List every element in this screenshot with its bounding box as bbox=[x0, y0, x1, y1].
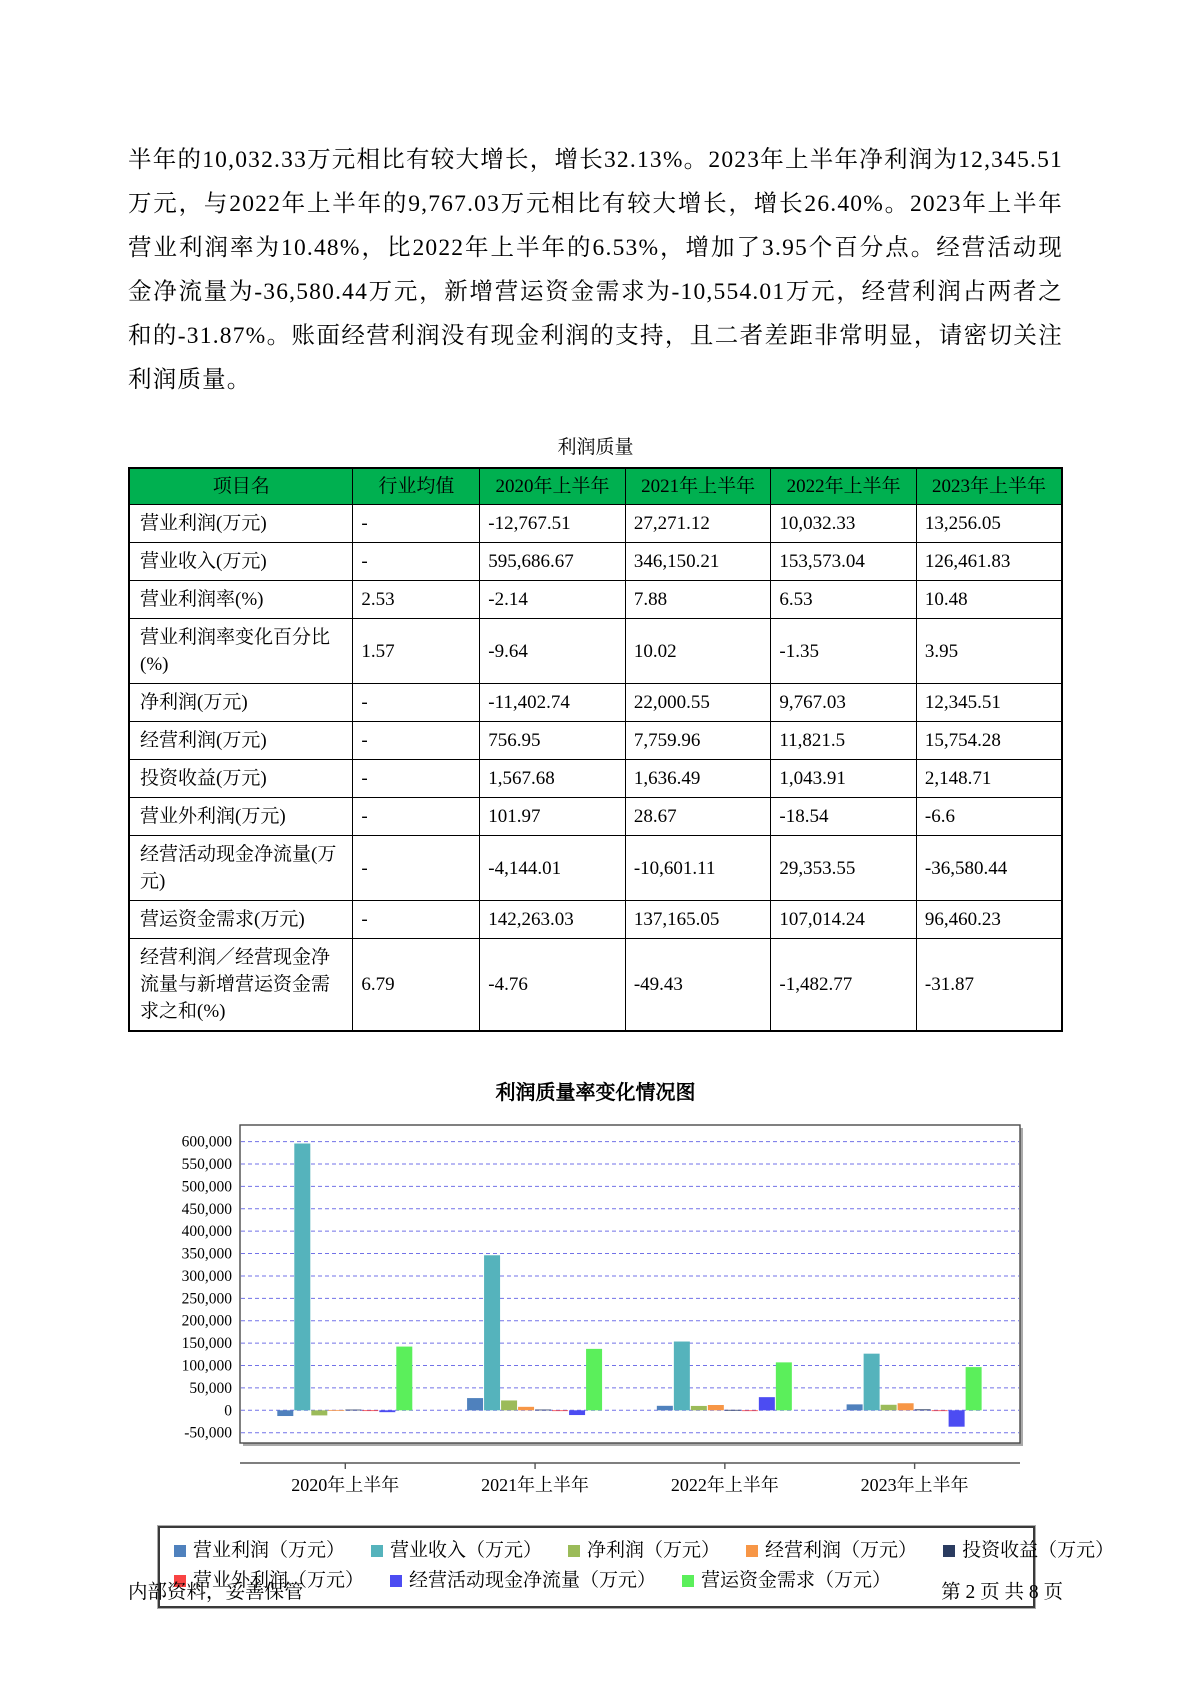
cell-value: 22,000.55 bbox=[625, 684, 771, 722]
cell-value: - bbox=[353, 505, 480, 543]
page-number: 第 2 页 共 8 页 bbox=[941, 1582, 1063, 1603]
cell-value: 11,821.5 bbox=[771, 722, 917, 760]
bar-2-cat-4 bbox=[863, 1354, 879, 1411]
cell-value: 2,148.71 bbox=[916, 760, 1062, 798]
cell-value: 595,686.67 bbox=[480, 543, 626, 581]
legend-label: 营业外利润（万元） bbox=[193, 1570, 365, 1591]
cell-value: 7,759.96 bbox=[625, 722, 771, 760]
cell-value: 13,256.05 bbox=[916, 505, 1062, 543]
cell-value: -9.64 bbox=[480, 619, 626, 684]
cell-value: 3.95 bbox=[916, 619, 1062, 684]
y-tick-label: 0 bbox=[223, 1402, 232, 1420]
cell-value: 10.48 bbox=[916, 581, 1062, 619]
cell-value: 2.53 bbox=[353, 581, 480, 619]
cell-value: - bbox=[353, 798, 480, 836]
bar-1-cat-3 bbox=[656, 1406, 672, 1410]
legend-color-chip bbox=[746, 1545, 758, 1557]
legend-label: 投资收益（万元） bbox=[962, 1540, 1115, 1561]
bar-8-cat-3 bbox=[775, 1362, 791, 1410]
table-row bbox=[129, 581, 1062, 619]
cell-value: - bbox=[353, 722, 480, 760]
row-label: 投资收益(万元) bbox=[129, 760, 353, 798]
cell-value: 756.95 bbox=[480, 722, 626, 760]
y-tick-label: 500,000 bbox=[181, 1178, 232, 1196]
table-row bbox=[129, 836, 1062, 901]
chart-title: 利润质量率变化情况图 bbox=[495, 1082, 696, 1104]
chart-section bbox=[128, 1076, 1115, 1608]
bar-6-cat-2 bbox=[552, 1410, 568, 1411]
legend-color-chip bbox=[943, 1545, 955, 1557]
table-row bbox=[129, 684, 1062, 722]
legend-color-chip bbox=[568, 1545, 580, 1557]
row-label: 营业利润率变化百分比(%) bbox=[129, 619, 353, 684]
cell-value: 15,754.28 bbox=[916, 722, 1062, 760]
bar-6-cat-1 bbox=[362, 1410, 378, 1411]
cell-value: -2.14 bbox=[480, 581, 626, 619]
y-tick-label: 100,000 bbox=[181, 1357, 232, 1375]
bar-5-cat-3 bbox=[724, 1410, 740, 1411]
cell-value: 6.53 bbox=[771, 581, 917, 619]
profit-quality-table bbox=[128, 467, 1063, 1032]
bar-8-cat-2 bbox=[586, 1349, 602, 1410]
y-tick-label: 450,000 bbox=[181, 1200, 232, 1218]
legend-row bbox=[174, 1536, 1115, 1566]
bar-4-cat-1 bbox=[328, 1410, 344, 1411]
bar-8-cat-4 bbox=[965, 1367, 981, 1410]
x-category-label: 2023年上半年 bbox=[860, 1475, 969, 1495]
table-row bbox=[129, 760, 1062, 798]
bar-7-cat-2 bbox=[569, 1410, 585, 1415]
bar-2-cat-2 bbox=[484, 1255, 500, 1410]
x-category-label: 2021年上半年 bbox=[480, 1475, 589, 1495]
cell-value: -6.6 bbox=[916, 798, 1062, 836]
cell-value: - bbox=[353, 684, 480, 722]
column-header: 2021年上半年 bbox=[625, 468, 771, 505]
legend-label: 经营利润（万元） bbox=[765, 1540, 918, 1561]
bar-3-cat-1 bbox=[311, 1410, 327, 1415]
bar-2-cat-1 bbox=[294, 1144, 310, 1411]
bar-4-cat-3 bbox=[707, 1405, 723, 1410]
table-header bbox=[129, 468, 1062, 505]
legend-label: 营运资金需求（万元） bbox=[701, 1570, 892, 1591]
row-label: 经营活动现金净流量(万元) bbox=[129, 836, 353, 901]
bar-3-cat-3 bbox=[690, 1406, 706, 1410]
cell-value: 10,032.33 bbox=[771, 505, 917, 543]
legend-color-chip bbox=[174, 1545, 186, 1557]
cell-value: 1,567.68 bbox=[480, 760, 626, 798]
table-row bbox=[129, 543, 1062, 581]
legend-label: 净利润（万元） bbox=[587, 1540, 721, 1561]
cell-value: 27,271.12 bbox=[625, 505, 771, 543]
bar-1-cat-1 bbox=[277, 1410, 293, 1416]
bar-6-cat-3 bbox=[741, 1410, 757, 1411]
legend-color-chip bbox=[371, 1545, 383, 1557]
page-footer bbox=[128, 1576, 1063, 1604]
bar-2-cat-3 bbox=[673, 1342, 689, 1411]
row-label: 净利润(万元) bbox=[129, 684, 353, 722]
bar-5-cat-4 bbox=[914, 1409, 930, 1410]
cell-value: 1.57 bbox=[353, 619, 480, 684]
x-category-label: 2022年上半年 bbox=[670, 1475, 779, 1495]
row-label: 营业外利润(万元) bbox=[129, 798, 353, 836]
legend-item bbox=[943, 1536, 1114, 1566]
column-header: 行业均值 bbox=[353, 468, 480, 505]
footer-note: 内部资料，妥善保管 bbox=[128, 1582, 304, 1603]
cell-value: 10.02 bbox=[625, 619, 771, 684]
plot-area bbox=[240, 1125, 1020, 1443]
y-tick-label: 600,000 bbox=[181, 1133, 232, 1151]
row-label: 营业利润率(%) bbox=[129, 581, 353, 619]
cell-value: - bbox=[353, 836, 480, 901]
cell-value: 9,767.03 bbox=[771, 684, 917, 722]
bar-1-cat-2 bbox=[467, 1398, 483, 1410]
cell-value: 137,165.05 bbox=[625, 901, 771, 939]
bar-3-cat-4 bbox=[880, 1405, 896, 1411]
body-paragraph: 半年的10,032.33万元相比有较大增长，增长32.13%。2023年上半年净利润为12,345.51万元，与2022年上半年的9,767.03万元相比有较大增长，增长26.40%。2023年上半年营业利润率为10.48%，比2022年上半年的6.53%，增加了3.95个百分点。经营活动现金净流量为-36,580.44万元，新增营运资金需求为-10,554.01万元，经营利润占两者之和的-31.87%。账面经营利润没有现金利润的支持，且二者差距非常明显，请密切关注利润质量。 bbox=[128, 147, 1063, 393]
cell-value: -31.87 bbox=[916, 939, 1062, 1032]
y-tick-label: 550,000 bbox=[181, 1155, 232, 1173]
y-tick-label: 150,000 bbox=[181, 1335, 232, 1353]
row-label: 营运资金需求(万元) bbox=[129, 901, 353, 939]
cell-value: -12,767.51 bbox=[480, 505, 626, 543]
cell-value: 346,150.21 bbox=[625, 543, 771, 581]
cell-value: 142,263.03 bbox=[480, 901, 626, 939]
legend-item bbox=[371, 1536, 542, 1566]
legend-label: 经营活动现金净流量（万元） bbox=[409, 1570, 657, 1591]
cell-value: 126,461.83 bbox=[916, 543, 1062, 581]
cell-value: 7.88 bbox=[625, 581, 771, 619]
cell-value: -10,601.11 bbox=[625, 836, 771, 901]
row-label: 营业收入(万元) bbox=[129, 543, 353, 581]
cell-value: 107,014.24 bbox=[771, 901, 917, 939]
column-header: 2022年上半年 bbox=[771, 468, 917, 505]
row-label: 经营利润／经营现金净流量与新增营运资金需求之和(%) bbox=[129, 939, 353, 1032]
cell-value: 153,573.04 bbox=[771, 543, 917, 581]
cell-value: 1,043.91 bbox=[771, 760, 917, 798]
cell-value: -36,580.44 bbox=[916, 836, 1062, 901]
table-row bbox=[129, 901, 1062, 939]
table-row bbox=[129, 798, 1062, 836]
cell-value: -1.35 bbox=[771, 619, 917, 684]
cell-value: -11,402.74 bbox=[480, 684, 626, 722]
bar-4-cat-2 bbox=[518, 1407, 534, 1410]
row-label: 经营利润(万元) bbox=[129, 722, 353, 760]
cell-value: 1,636.49 bbox=[625, 760, 771, 798]
table-row bbox=[129, 619, 1062, 684]
bar-8-cat-1 bbox=[396, 1347, 412, 1411]
y-tick-label: 250,000 bbox=[181, 1290, 232, 1308]
legend-label: 营业收入（万元） bbox=[390, 1540, 543, 1561]
legend-item bbox=[174, 1536, 345, 1566]
bar-6-cat-4 bbox=[931, 1410, 947, 1411]
table-row bbox=[129, 505, 1062, 543]
cell-value: - bbox=[353, 760, 480, 798]
bar-4-cat-4 bbox=[897, 1403, 913, 1410]
cell-value: - bbox=[353, 901, 480, 939]
y-tick-label: 350,000 bbox=[181, 1245, 232, 1263]
table-title: 利润质量 bbox=[557, 437, 634, 458]
bar-7-cat-1 bbox=[379, 1410, 395, 1412]
cell-value: 29,353.55 bbox=[771, 836, 917, 901]
column-header: 项目名 bbox=[129, 468, 353, 505]
cell-value: 12,345.51 bbox=[916, 684, 1062, 722]
cell-value: -4,144.01 bbox=[480, 836, 626, 901]
y-tick-label: 50,000 bbox=[188, 1379, 232, 1397]
cell-value: -49.43 bbox=[625, 939, 771, 1032]
cell-value: -1,482.77 bbox=[771, 939, 917, 1032]
bar-5-cat-1 bbox=[345, 1410, 361, 1411]
legend-item bbox=[568, 1536, 720, 1566]
cell-value: 96,460.23 bbox=[916, 901, 1062, 939]
legend-label: 营业利润（万元） bbox=[193, 1540, 346, 1561]
cell-value: -18.54 bbox=[771, 798, 917, 836]
bar-7-cat-4 bbox=[948, 1410, 964, 1426]
x-category-label: 2020年上半年 bbox=[290, 1475, 399, 1495]
cell-value: 6.79 bbox=[353, 939, 480, 1032]
table-row bbox=[129, 939, 1062, 1032]
cell-value: -4.76 bbox=[480, 939, 626, 1032]
row-label: 营业利润(万元) bbox=[129, 505, 353, 543]
table-row bbox=[129, 722, 1062, 760]
y-tick-label: 300,000 bbox=[181, 1267, 232, 1285]
y-tick-label: 400,000 bbox=[181, 1223, 232, 1241]
bar-chart bbox=[128, 1119, 1063, 1516]
bar-5-cat-2 bbox=[535, 1410, 551, 1411]
column-header: 2020年上半年 bbox=[480, 468, 626, 505]
cell-value: - bbox=[353, 543, 480, 581]
cell-value: 28.67 bbox=[625, 798, 771, 836]
column-header: 2023年上半年 bbox=[916, 468, 1062, 505]
bar-1-cat-4 bbox=[846, 1404, 862, 1410]
legend-item bbox=[746, 1536, 917, 1566]
bar-3-cat-2 bbox=[501, 1400, 517, 1410]
bar-7-cat-3 bbox=[758, 1397, 774, 1410]
y-tick-label: 200,000 bbox=[181, 1312, 232, 1330]
cell-value: 101.97 bbox=[480, 798, 626, 836]
y-tick-label: -50,000 bbox=[183, 1424, 232, 1442]
